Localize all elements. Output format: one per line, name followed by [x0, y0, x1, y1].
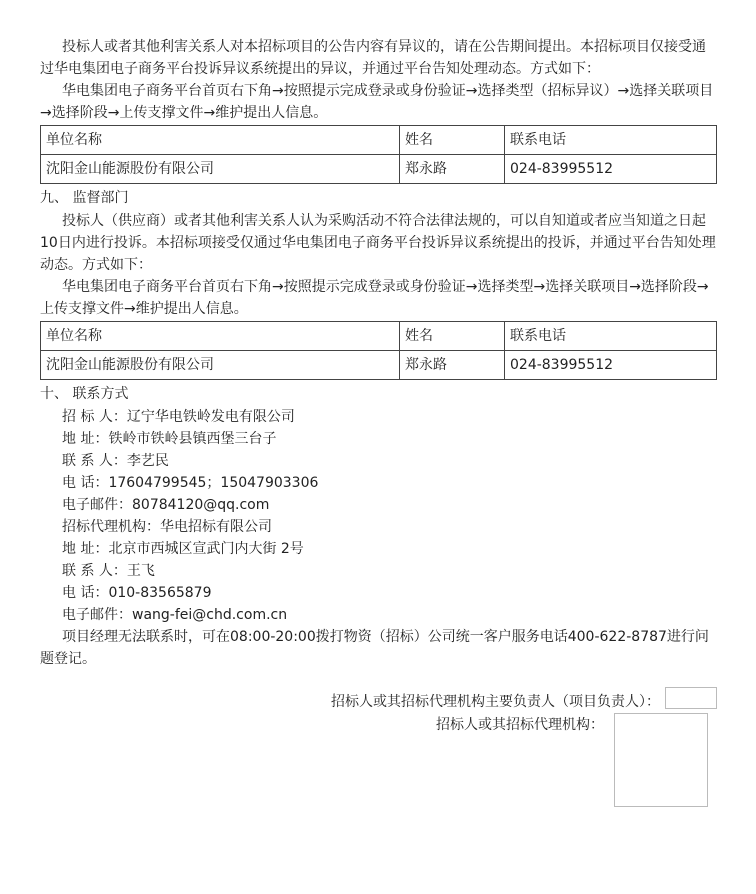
- section-heading-supervision: 九、 监督部门: [40, 190, 129, 206]
- header-phone: 联系电话: [505, 126, 717, 155]
- contact-agency-person: 联 系 人：王飞: [62, 563, 155, 579]
- table-header-row: [41, 126, 717, 155]
- contact-agency-phone: 电 话：010-83565879: [62, 585, 212, 601]
- complaint-paragraph: 投标人（供应商）或者其他利害关系人认为采购活动不符合法律法规的，可以自知道或者应当知道之日起10日内进行投诉。本招标项接受仅通过华电集团电子商务平台投诉异议系统提出的投诉，并通过平台告知处理动态。方式如下：: [40, 213, 716, 273]
- cell-person-name: 郑永路: [400, 351, 505, 380]
- responsible-signature-box: [665, 687, 717, 709]
- table-row: [41, 155, 717, 184]
- table-row: [41, 351, 717, 380]
- document-body: [40, 36, 716, 670]
- agency-seal-label: 招标人或其招标代理机构：: [436, 717, 604, 733]
- header-phone: 联系电话: [505, 322, 717, 351]
- table-header-row: [41, 322, 717, 351]
- contact-tenderer-address: 地 址：铁岭市铁岭县镇西堡三台子: [62, 431, 277, 447]
- hotline-note: 项目经理无法联系时，可在08:00-20:00拨打物资（招标）公司统一客户服务电话400-622-8787进行问题登记。: [40, 629, 709, 667]
- header-person-name: 姓名: [400, 322, 505, 351]
- contact-tenderer-phone: 电 话：17604799545；15047903306: [62, 475, 319, 491]
- cell-unit-name: 沈阳金山能源股份有限公司: [41, 155, 400, 184]
- contact-tenderer: 招 标 人：辽宁华电铁岭发电有限公司: [62, 409, 295, 425]
- cell-person-name: 郑永路: [400, 155, 505, 184]
- responsible-person-label: 招标人或其招标代理机构主要负责人（项目负责人）：: [331, 694, 660, 710]
- contact-agency: 招标代理机构：华电招标有限公司: [62, 519, 272, 535]
- cell-phone: 024-83995512: [505, 351, 717, 380]
- complaint-procedure: 华电集团电子商务平台首页右下角→按照提示完成登录或身份验证→选择类型→选择关联项目→选择阶段→上传支撑文件→维护提出人信息。: [40, 279, 709, 317]
- header-person-name: 姓名: [400, 126, 505, 155]
- contact-list: [40, 406, 716, 626]
- contact-agency-address: 地 址：北京市西城区宣武门内大街 2号: [62, 541, 304, 557]
- contact-tenderer-email: 电子邮件：80784120@qq.com: [62, 497, 270, 513]
- agency-seal-box: [614, 713, 708, 807]
- section-heading-contact: 十、 联系方式: [40, 386, 129, 402]
- supervision-contact-table: [40, 321, 717, 380]
- cell-unit-name: 沈阳金山能源股份有限公司: [41, 351, 400, 380]
- contact-tenderer-person: 联 系 人：李艺民: [62, 453, 169, 469]
- cell-phone: 024-83995512: [505, 155, 717, 184]
- header-unit-name: 单位名称: [41, 322, 400, 351]
- objection-paragraph: 投标人或者其他利害关系人对本招标项目的公告内容有异议的，请在公告期间提出。本招标项目仅接受通过华电集团电子商务平台投诉异议系统提出的异议，并通过平台告知处理动态。方式如下：: [40, 39, 706, 77]
- objection-procedure: 华电集团电子商务平台首页右下角→按照提示完成登录或身份验证→选择类型（招标异议）→选择关联项目→选择阶段→上传支撑文件→维护提出人信息。: [40, 83, 714, 121]
- header-unit-name: 单位名称: [41, 126, 400, 155]
- objection-contact-table: [40, 125, 717, 184]
- contact-agency-email: 电子邮件：wang-fei@chd.com.cn: [62, 607, 288, 623]
